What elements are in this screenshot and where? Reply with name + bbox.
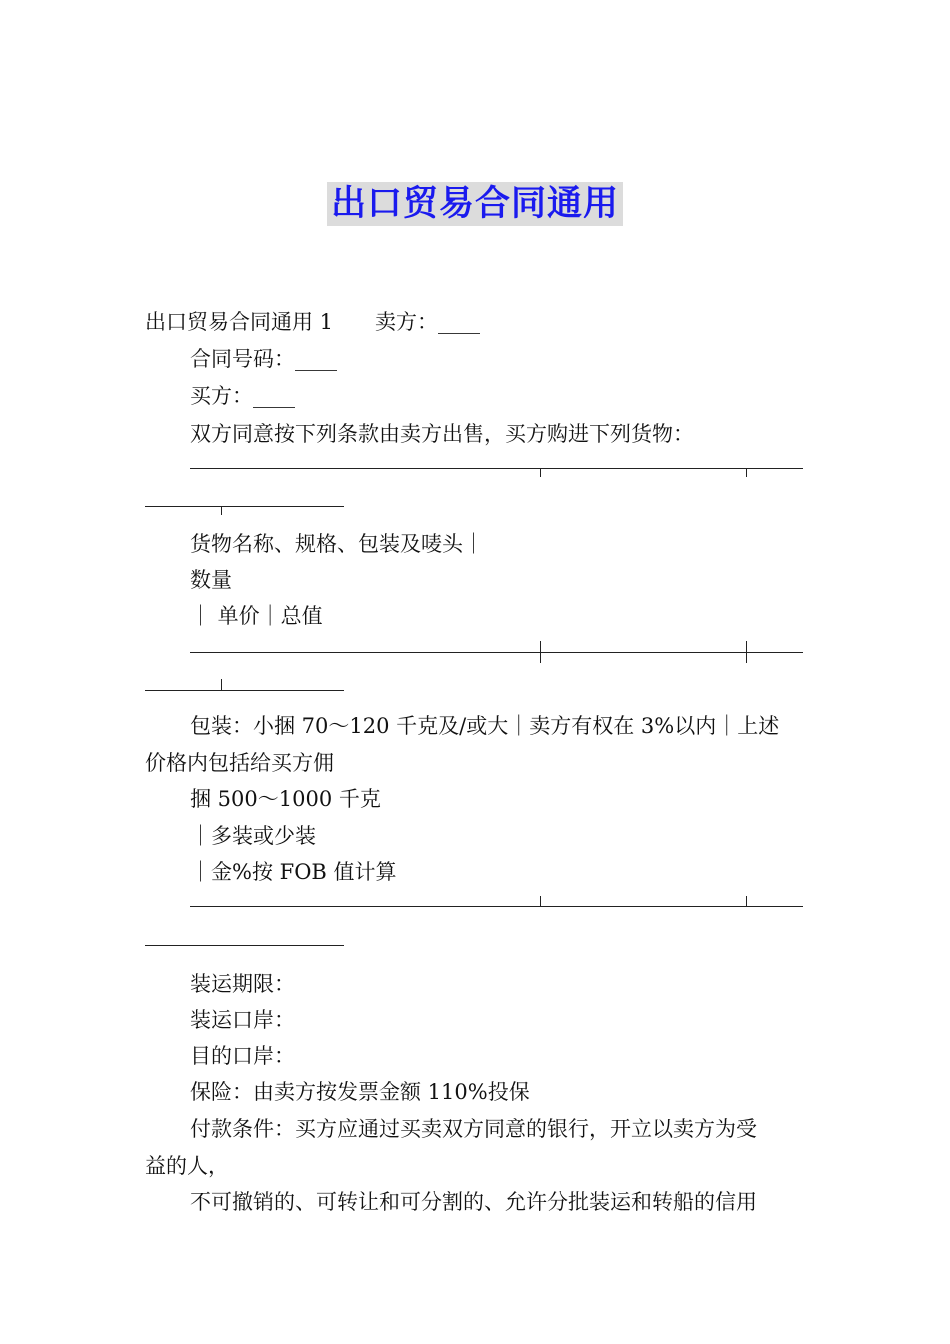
- payment-terms-line-cont: 益的人，: [145, 1154, 229, 1178]
- agreement-line: 双方同意按下列条款由卖方出售，买方购进下列货物：: [190, 422, 694, 446]
- packing-line-cont: 价格内包括给买方佣: [145, 751, 334, 775]
- payment-terms-line: 付款条件：买方应通过买卖双方同意的银行，开立以卖方为受: [190, 1117, 757, 1141]
- table-rule-2-tick-a: [540, 641, 541, 663]
- table-rule-3-tick-b: [746, 896, 747, 906]
- table-rule-2-tick-c: [221, 679, 222, 690]
- table-rule-3-top: [190, 906, 803, 907]
- quantity-header-line: 数量: [190, 568, 232, 592]
- shipment-period-line: 装运期限：: [190, 972, 295, 996]
- document-title: 出口贸易合同通用: [327, 182, 623, 226]
- table-rule-1-bottom: [145, 506, 344, 507]
- table-rule-3-tick-a: [540, 896, 541, 906]
- goods-header-line: 货物名称、规格、包装及唛头｜: [190, 532, 484, 556]
- table-rule-1-tick-c: [221, 506, 222, 515]
- destination-port-line: 目的口岸：: [190, 1044, 295, 1068]
- more-or-less-line: ｜多装或少装: [190, 824, 316, 848]
- loading-port-line: 装运口岸：: [190, 1008, 295, 1032]
- bundle-line: 捆 500～1000 千克: [190, 787, 381, 811]
- table-rule-2-tick-b: [746, 641, 747, 663]
- letter-of-credit-line: 不可撤销的、可转让和可分割的、允许分批装运和转船的信用: [190, 1190, 757, 1214]
- table-rule-1-tick-a: [540, 468, 541, 477]
- table-rule-2-top: [190, 652, 803, 653]
- contract-number-line: 合同号码：____: [190, 347, 337, 371]
- buyer-line: 买方：____: [190, 384, 295, 408]
- table-rule-2-bottom: [145, 690, 344, 691]
- table-rule-1-tick-b: [746, 468, 747, 477]
- price-header-line: ｜ 单价｜总值: [190, 604, 323, 628]
- intro-line: 出口贸易合同通用 1 卖方：____: [145, 310, 481, 334]
- table-rule-1-top: [190, 468, 803, 469]
- table-rule-3-bottom: [145, 945, 344, 946]
- commission-line: ｜金%按 FOB 值计算: [190, 860, 397, 884]
- packing-line: 包装：小捆 70～120 千克及/或大｜卖方有权在 3%以内｜上述: [190, 714, 780, 738]
- insurance-line: 保险：由卖方按发票金额 110%投保: [190, 1080, 530, 1104]
- document-title-wrap: [0, 176, 950, 226]
